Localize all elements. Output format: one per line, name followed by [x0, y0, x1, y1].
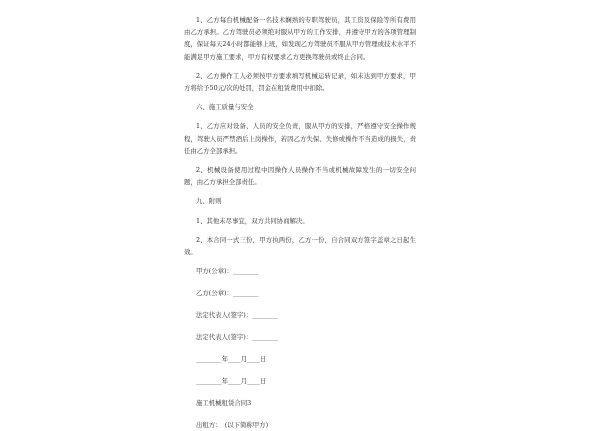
legal-rep-b-signature-line: 法定代表人(签字)：________ — [196, 333, 278, 342]
paragraph-other-matters: 1、其他未尽事宜，双方共同协商解决。 — [196, 216, 309, 225]
paragraph-operation-records: 2、乙方操作工人必须按甲方要求填写机械运转记录，如未达到甲方要求，甲方将给予50元/次的处罚，罚金在租赁费用中扣除。 — [184, 71, 416, 93]
paragraph-copies-effect: 2、本合同一式三份，甲方执两份，乙方一份，自合同双方签字盖章之日起生效。 — [184, 235, 416, 257]
legal-rep-a-signature-line: 法定代表人(签字)：________ — [196, 311, 278, 320]
document-body — [184, 14, 416, 431]
paragraph-driver-requirements: 1、乙方每台机械配备一名技术娴熟的专职驾驶员，其工资及保险等所有费用由乙方承担。乙方驾驶员必须绝对服从甲方的工作安排，并遵守甲方的各项管理制度，保证每天24小时都能够上班，如发现乙方驾驶员不服从甲方管理或技术水平不能满足甲方施工要求，甲方有权要求乙方更换驾驶员或终止合同。 — [184, 16, 416, 61]
date-line-a: ________年____月____日 — [196, 355, 267, 364]
lessor-line: 出租方： (以下简称甲方) — [196, 421, 269, 430]
party-b-seal-line: 乙方(公章)：________ — [196, 289, 259, 298]
paragraph-safety-responsibility: 1、乙方应对设备、人员的安全负责，服从甲方的安排，严格遵守安全操作规程，驾驶人员严禁酒后上岗操作，若因乙方失保、失修或操作不当造成的损失，责任由乙方全部承担。 — [184, 122, 416, 155]
section-nine-heading: 九、附则 — [196, 197, 222, 206]
party-a-seal-line: 甲方(公章)：________ — [196, 267, 259, 276]
date-line-b: ________年____月____日 — [196, 377, 267, 386]
paragraph-safety-liability: 2、机械设备使用过程中因操作人员操作不当或机械故障发生的一切安全问题，由乙方承担全部责任。 — [184, 166, 416, 187]
next-contract-title: 施工机械租赁合同3 — [196, 399, 252, 408]
section-six-heading: 六、施工质量与安全 — [196, 103, 254, 112]
